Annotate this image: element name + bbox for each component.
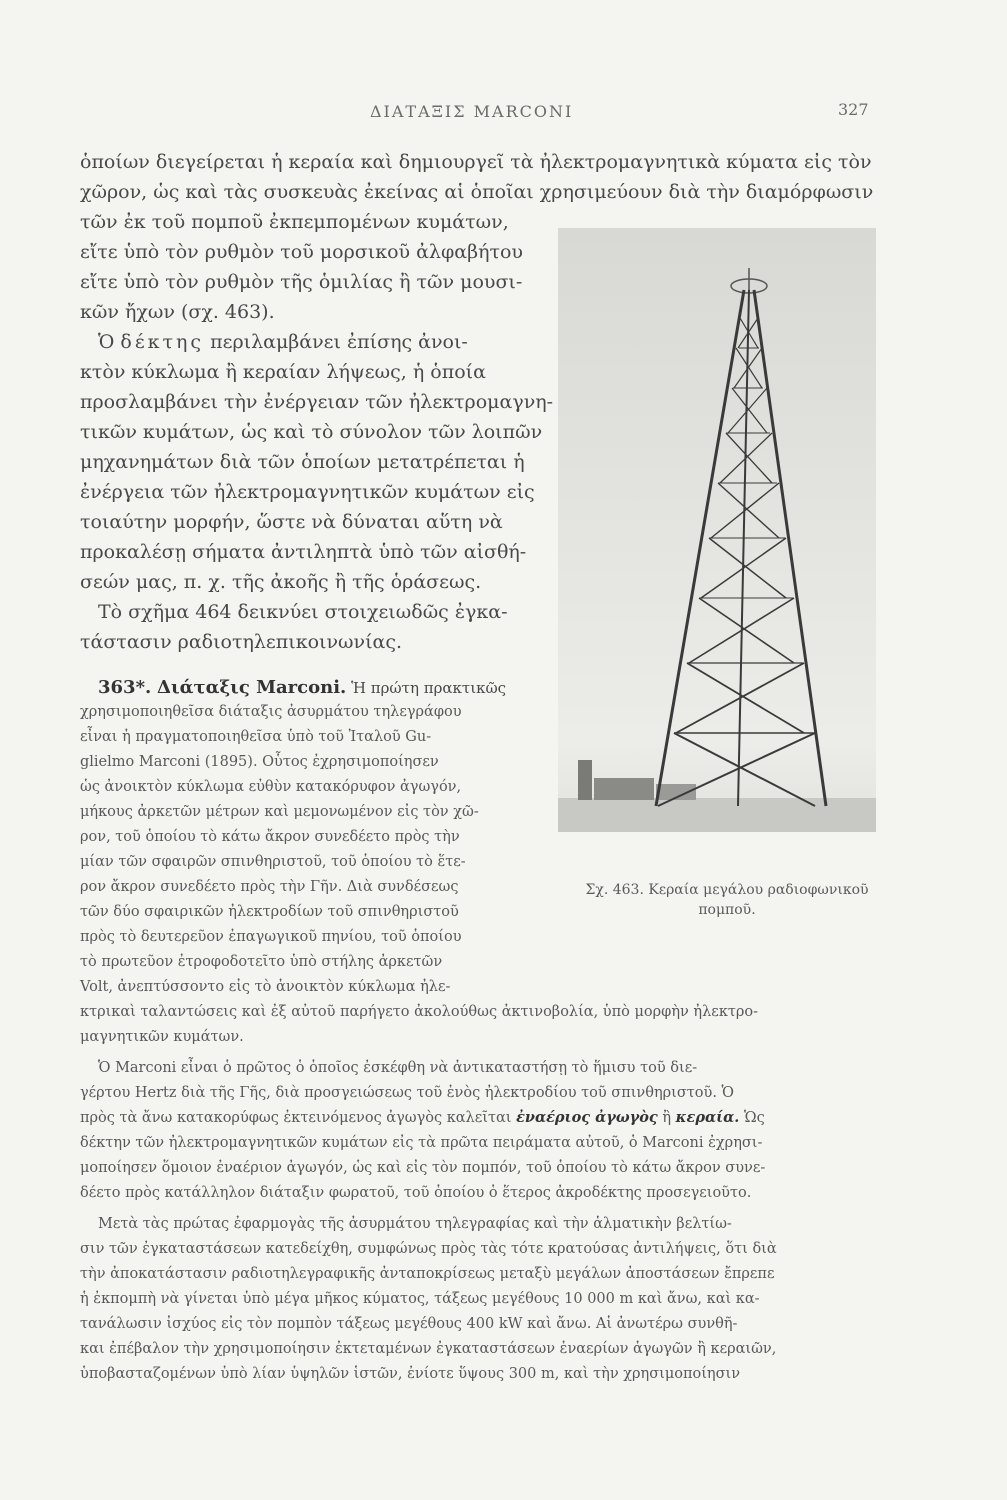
- final-line: Μετὰ τὰς πρώτας ἐφαρμογὰς τῆς ἀσυρμάτου τηλεγραφίας καὶ τὴν ἁλματικὴν βελτίω-: [98, 1216, 732, 1232]
- section-line: ρον, τοῦ ὁποίου τὸ κάτω ἄκρον συνεδέετο πρὸς τὴν: [80, 829, 460, 845]
- aerial-line: δέετο πρὸς κατάλληλον διάταξιν φωρατοῦ, τοῦ ὁποίου ὁ ἕτερος ἀκροδέκτης προσεγειοῦτο.: [80, 1185, 752, 1201]
- final-line: ὑποβασταζομένων ὑπὸ λίαν ὑψηλῶν ἱστῶν, ἐνίοτε ὕψους 300 m, καὶ τὴν χρησιμοποίησιν: [80, 1366, 741, 1382]
- caption-line: πομποῦ.: [698, 902, 756, 918]
- section-line: ὡς ἀνοικτὸν κύκλωμα εὐθὺν κατακόρυφον ἀγωγόν,: [80, 779, 462, 795]
- term-or: ἢ: [657, 1110, 676, 1126]
- section-line: μίαν τῶν σφαιρῶν σπινθηριστοῦ, τοῦ ὁποίου τὸ ἕτε-: [80, 854, 466, 870]
- intro-line: εἴτε ὑπὸ τὸν ρυθμὸν τῆς ὁμιλίας ἢ τῶν μουσι-: [80, 271, 523, 293]
- final-line: τανάλωσιν ἰσχύος εἰς τὸν πομπὸν τάξεως μεγέθους 400 kW καὶ ἄνω. Αἱ ἀνωτέρω συνθῆ-: [80, 1316, 738, 1332]
- final-line: και ἐπέβαλον τὴν χρησιμοποίησιν ἐκτεταμένων ἐγκαταστάσεων ἐναερίων ἀγωγῶν ἢ κεραιῶν,: [80, 1341, 777, 1357]
- figure-caption: [552, 880, 902, 920]
- receiver-line: τικῶν κυμάτων, ὡς καὶ τὸ σύνολον τῶν λοιπῶν: [80, 421, 543, 443]
- section-first-line-rest: Ἡ πρώτη πρακτικῶς: [346, 679, 507, 697]
- aerial-term-line: [80, 1108, 765, 1128]
- final-line: ἡ ἐκπομπὴ νὰ γίνεται ὑπὸ μέγα μῆκος κύματος, τάξεως μεγέθους 10 000 m καὶ ἄνω, καὶ κα-: [80, 1291, 760, 1307]
- running-header: ΔΙΑΤΑΞΙΣ MARCONI: [370, 102, 574, 121]
- intro-line: εἴτε ὑπὸ τὸν ρυθμὸν τοῦ μορσικοῦ ἀλφαβήτου: [80, 241, 523, 263]
- distant-tower-building: [578, 760, 592, 800]
- section-line: χρησιμοποιηθεῖσα διάταξις ἀσυρμάτου τηλεγράφου: [80, 704, 462, 720]
- spaced-term: δέκτης: [120, 331, 205, 353]
- section-line: τὸ πρωτεῦον ἐτροφοδοτεῖτο ὑπὸ στήλης ἀρκετῶν: [80, 954, 443, 970]
- section-line: glielmo Marconi (1895). Οὗτος ἐχρησιμοποίησεν: [80, 754, 439, 770]
- page-number: 327: [838, 100, 869, 119]
- intro-line: χῶρον, ὡς καὶ τὰς συσκευὰς ἐκείνας αἱ ὁποῖαι χρησιμεύουν διὰ τὴν διαμόρφωσιν: [80, 181, 874, 203]
- receiver-line: μηχανημάτων διὰ τῶν ὁποίων μετατρέπεται ἡ: [80, 451, 525, 473]
- intro-line: ὁποίων διεγείρεται ἡ κεραία καὶ δημιουργεῖ τὰ ἠλεκτρομαγνητικὰ κύματα εἰς τὸν: [80, 151, 872, 173]
- aerial-line: γέρτου Hertz διὰ τῆς Γῆς, διὰ προσγειώσεως τοῦ ἑνὸς ἠλεκτροδίου τοῦ σπινθηριστοῦ. Ὁ: [80, 1085, 735, 1101]
- term-line-start: πρὸς τὰ ἄνω κατακορύφως ἐκτεινόμενος ἀγωγὸς καλεῖται: [80, 1110, 517, 1126]
- sky: [558, 228, 876, 832]
- caption-line: Σχ. 463. Κεραία μεγάλου ραδιοφωνικοῦ: [585, 882, 869, 898]
- section-wide-line: κτρικαὶ ταλαντώσεις καὶ ἐξ αὐτοῦ παρήγετο ἀκολούθως ἀκτινοβολία, ὑπὸ μορφὴν ἠλεκτρο-: [80, 1004, 759, 1020]
- term-antenna: κεραία.: [675, 1109, 740, 1126]
- tower-photograph: [558, 228, 876, 832]
- section-line: Volt, ἀνεπτύσσοντο εἰς τὸ ἀνοικτὸν κύκλωμα ἠλε-: [80, 979, 451, 995]
- lead-article: Ὁ: [98, 331, 121, 353]
- receiver-line: τοιαύτην μορφήν, ὥστε νὰ δύναται αὕτη νὰ: [80, 511, 503, 533]
- receiver-line: ἐνέργεια τῶν ἠλεκτρομαγνητικῶν κυμάτων εἰς: [80, 481, 535, 503]
- aerial-line: Ὁ Marconi εἶναι ὁ πρῶτος ὁ ὁποῖος ἐσκέφθη νὰ ἀντικαταστήσῃ τὸ ἥμισυ τοῦ διε-: [98, 1060, 698, 1076]
- receiver-line: προσλαμβάνει τὴν ἐνέργειαν τῶν ἠλεκτρομαγνη-: [80, 391, 554, 413]
- final-line: τὴν ἀποκατάστασιν ραδιοτηλεγραφικῆς ἀνταποκρίσεως μεταξὺ μεγάλων ἀποστάσεων ἔπρεπε: [80, 1266, 775, 1282]
- intro-line: τῶν ἐκ τοῦ πομποῦ ἐκπεμπομένων κυμάτων,: [80, 211, 509, 233]
- term-aerial-conductor: ἐναέριος ἀγωγὸς: [516, 1109, 658, 1126]
- receiver-line: προκαλέσῃ σήματα ἀντιληπτὰ ὑπὸ τῶν αἰσθή-: [80, 541, 527, 563]
- final-line: σιν τῶν ἐγκαταστάσεων κατεδείχθη, συμφώνως πρὸς τὰς τότε κρατούσας ἀντιλήψεις, ὅτι διὰ: [80, 1241, 777, 1257]
- section-line: μήκους ἀρκετῶν μέτρων καὶ μεμονωμένον εἰς τὸν χῶ-: [80, 804, 479, 820]
- section-line: πρὸς τὸ δευτερεῦον ἐπαγωγικοῦ πηνίου, τοῦ ὁποίου: [80, 929, 462, 945]
- receiver-line: σεών μας, π. χ. τῆς ἀκοῆς ἢ τῆς ὁράσεως.: [80, 571, 482, 593]
- distant-building: [594, 778, 654, 800]
- section-line: ρον ἄκρον συνεδέετο πρὸς τὴν Γῆν. Διὰ συνδέσεως: [80, 879, 459, 895]
- line-rest: περιλαμβάνει ἐπίσης ἀνοι-: [204, 331, 468, 353]
- aerial-line: μοποίησεν ὅμοιον ἐναέριον ἀγωγόν, ὡς καὶ εἰς τὸν πομπόν, τοῦ ὁποίου τὸ κάτω ἄκρον συνε-: [80, 1160, 766, 1176]
- tower-illustration: [558, 228, 876, 832]
- aerial-line: δέκτην τῶν ἠλεκτρομαγνητικῶν κυμάτων εἰς τὰ πρῶτα πειράματα αὐτοῦ, ὁ Marconi ἐχρησι-: [80, 1135, 763, 1151]
- figure-paragraph-line: τάστασιν ραδιοτηλεπικοινωνίας.: [80, 631, 403, 653]
- intro-line: κῶν ἤχων (σχ. 463).: [80, 301, 275, 323]
- section-line: εἶναι ἡ πραγματοποιηθεῖσα ὑπὸ τοῦ Ἰταλοῦ Gu-: [80, 729, 432, 745]
- section-title: Διάταξις Marconi.: [157, 677, 347, 698]
- term-line-end: Ὡς: [739, 1110, 765, 1126]
- receiver-line: κτὸν κύκλωμα ἢ κεραίαν λήψεως, ἡ ὁποία: [80, 361, 486, 383]
- section-wide-line: μαγνητικῶν κυμάτων.: [80, 1029, 244, 1045]
- ground: [558, 798, 876, 832]
- figure-paragraph-line: Τὸ σχῆμα 464 δεικνύει στοιχειωδῶς ἐγκα-: [98, 601, 508, 623]
- section-heading-line: [98, 676, 506, 700]
- receiver-paragraph-first-line: [98, 330, 468, 354]
- section-number: 363*.: [98, 677, 152, 698]
- section-line: τῶν δύο σφαιρικῶν ἠλεκτροδίων τοῦ σπινθηριστοῦ: [80, 904, 459, 920]
